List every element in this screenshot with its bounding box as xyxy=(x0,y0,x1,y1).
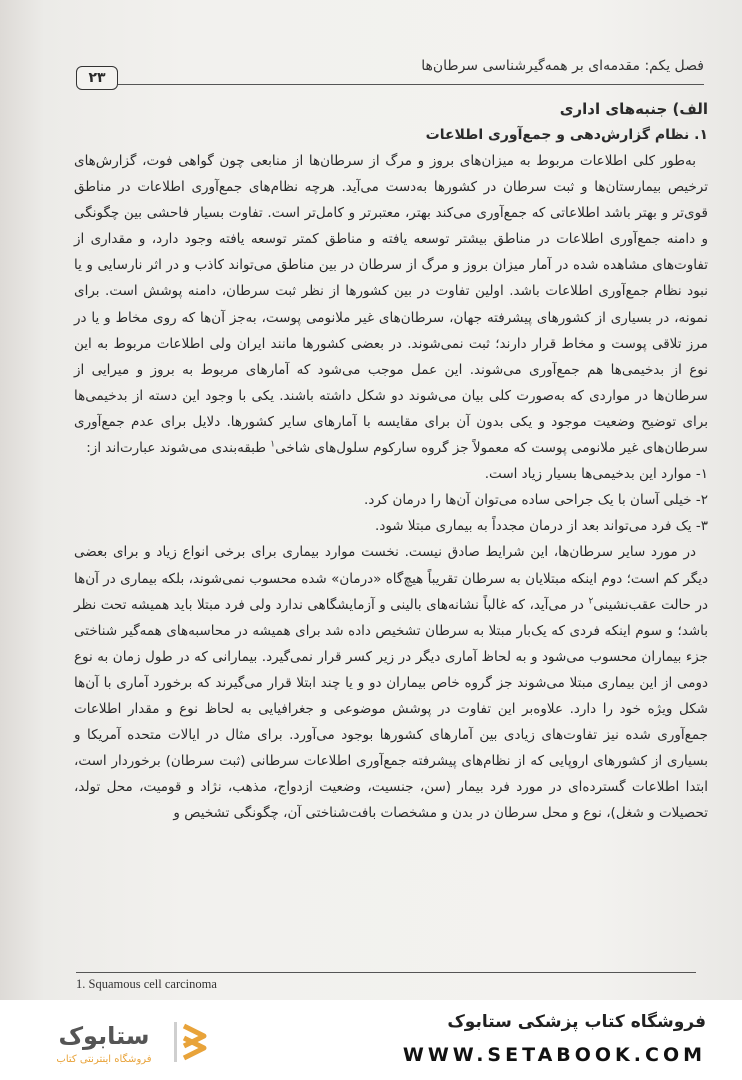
list-item: ۱- موارد این بدخیمی‌ها بسیار زیاد است. xyxy=(484,466,708,483)
paragraph-1-end: طبقه‌بندی می‌شوند عبارت‌اند از: xyxy=(86,440,271,457)
chapter-title: فصل یکم: مقدمه‌ای بر همه‌گیرشناسی سرطان‌ها xyxy=(421,58,704,74)
store-name: فروشگاه کتاب پزشکی ستابوک xyxy=(447,1012,706,1032)
page-number: ۲۳ xyxy=(76,66,118,90)
store-banner xyxy=(0,1000,742,1080)
list-item: ۳- یک فرد می‌تواند بعد از درمان مجدداً به بیماری مبتلا شود. xyxy=(375,518,708,535)
logo-tagline: فروشگاه اینترنتی کتاب xyxy=(56,1054,152,1065)
paragraph-2-text: در مورد سایر سرطان‌ها، این شرایط صادق نیست. نخست موارد بیماری برای برخی انواع زیاد و برای بعضی دیگر کم است؛ دوم اینکه مبتلایان به سرطان تقریباً هیچ‌گاه «درمان» شده محسوب نمی‌شوند، بلکه بیماری در آن‌ها در حالت عقب‌نشینی xyxy=(74,544,708,613)
footnote: 1. Squamous cell carcinoma xyxy=(76,977,217,991)
page-header xyxy=(76,52,704,92)
paragraph-2 xyxy=(74,539,708,826)
header-rule xyxy=(118,84,704,85)
paragraph-2-end: در می‌آید، که غالباً نشانه‌های بالینی و آزمایشگاهی ندارد ولی فرد مبتلا باید همیشه تحت نظر باشد؛ و سوم اینکه فردی که یک‌بار مبتلا به سرطان تشخیص داده شد برای همیشه در محاسبه‌های همه‌گیر شناختی جزء بیماران محسوب می‌شود و به لحاظ آماری دیگر در زیر کسر قرار نمی‌گیرد. بیمارانی که در طول زمان به نوع دومی از این بیماری مبتلا می‌شوند جز گروه خاص بیماران دو و یا چند ابتلا قرار می‌گیرند که برخورد آماری با آن‌ها شکل ویژه خود را دارد. علاوه‌بر این تفاوت در پوشش موضوعی و جغرافیایی به لحاظ نوع و مقدار اطلاعات جمع‌آوری شده نیز تفاوت‌های زیادی بین آمارهای کشورها بوجود می‌آورد. برای مثال در ایالات متحده آمریکا و بسیاری از کشورهای اروپایی که از نظام‌های پیشرفته جمع‌آوری اطلاعات سرطانی (ثبت سرطان) برخوردار است، ابتدا اطلاعات گسترده‌ای در مورد فرد بیمار (سن، جنسیت، وضعیت ازدواج، مذهب، نژاد و قومیت، محل تولد، تحصیلات و شغل)، نوع و محل سرطان در بدن و مشخصات بافت‌شناختی آن، چگونگی تشخیص و xyxy=(74,596,708,822)
footnote-rule xyxy=(76,972,696,973)
logo-wordmark: ستابوک xyxy=(58,1022,150,1050)
footnote-ref-1: ۱ xyxy=(270,439,276,450)
paragraph-1 xyxy=(74,148,708,461)
subsection-heading: ۱. نظام گزارش‌دهی و جمع‌آوری اطلاعات xyxy=(425,127,708,143)
page-body xyxy=(74,96,708,826)
section-heading: الف) جنبه‌های اداری xyxy=(559,100,708,118)
list-item: ۲- خیلی آسان با یک جراحی ساده می‌توان آن‌ها را درمان کرد. xyxy=(364,492,708,509)
footnote-ref-2: ۲ xyxy=(588,596,594,607)
setabook-logo[interactable] xyxy=(34,1014,224,1070)
paragraph-1-text: به‌طور کلی اطلاعات مربوط به میزان‌های بروز و مرگ از سرطان‌ها از منابعی چون گواهی فوت، گزارش‌های ترخیص بیمارستان‌ها و ثبت سرطان در کشورها به‌دست می‌آید. هرچه نظام‌های جمع‌آوری اطلاعات در مناطق قوی‌تر و بهتر باشد اطلاعاتی که جمع‌آوری می‌کند بهتر، معتبرتر و کامل‌تر است. تفاوت بسیار فاحشی بین چگونگی و دامنه جمع‌آوری اطلاعات در مناطق بیشتر توسعه یافته و مناطق کمتر توسعه یافته وجود دارد، و مقداری از تفاوت‌های مشاهده شده در آمار میزان بروز و مرگ از سرطان در بین مناطق می‌تواند کاذب و در اثر نارسایی و یا نبود نظام جمع‌آوری اطلاعات باشد. اولین تفاوت در بین کشورها از نظر ثبت سرطان، دامنه پوشش است. برای نمونه، در بسیاری از کشورهای پیشرفته جهان، سرطان‌های غیر ملانومی پوست، به‌جز آن‌ها که روی مخاط و یا در مرز تلاقی پوست و مخاط قرار دارند؛ ثبت نمی‌شوند. در بعضی کشورها مانند ایران ولی اطلاعات مربوط به این نوع از بدخیمی‌ها هم جمع‌آوری می‌شوند. این عمل موجب می‌شود که آمارهای مربوط به بروز و میرایی از سرطان‌ها در مواردی که به‌صورت کلی بیان می‌شوند دو شکل داشته باشند. یکی با وجود این دسته از بدخیمی‌ها برای توضیح وضعیت موجود و یکی بدون آن برای مقایسه با آمارهای سایر کشورها. دلایل برای عدم جمع‌آوری سرطان‌های غیر ملانومی پوست که معمولاً جز گروه سارکوم سلول‌های شاخی xyxy=(74,153,708,457)
store-url-link[interactable]: WWW.SETABOOK.COM xyxy=(402,1044,706,1066)
